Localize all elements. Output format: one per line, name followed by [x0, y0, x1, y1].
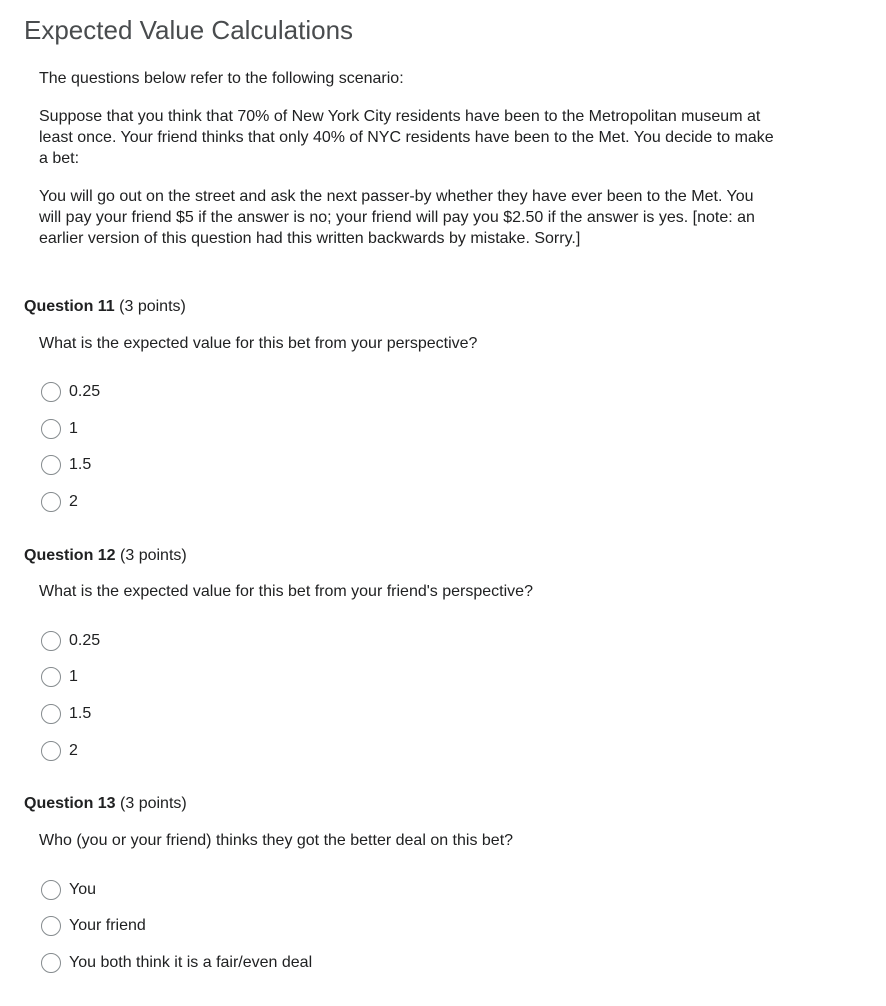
- option-label: You: [69, 881, 96, 898]
- radio-button[interactable]: [41, 631, 61, 651]
- radio-button[interactable]: [41, 704, 61, 724]
- option-label: 2: [69, 742, 78, 759]
- scenario-intro: The questions below refer to the following scenario:: [39, 70, 404, 87]
- question-11-option-2[interactable]: [41, 490, 78, 514]
- option-label: 1: [69, 420, 78, 437]
- question-11-text: What is the expected value for this bet from your perspective?: [39, 335, 478, 352]
- question-11-header: [24, 296, 186, 318]
- option-label: 0.25: [69, 383, 101, 400]
- question-13-option-fair-deal[interactable]: [41, 951, 312, 975]
- question-13-header: [24, 793, 187, 815]
- radio-button[interactable]: [41, 880, 61, 900]
- question-number: Question 12: [24, 547, 116, 564]
- question-12-option-2[interactable]: [41, 739, 78, 763]
- option-label: 2: [69, 493, 78, 510]
- radio-button[interactable]: [41, 667, 61, 687]
- radio-button[interactable]: [41, 953, 61, 973]
- question-13-option-your-friend[interactable]: [41, 914, 146, 938]
- option-label: Your friend: [69, 917, 146, 934]
- option-label: 1.5: [69, 705, 92, 722]
- option-label: You both think it is a fair/even deal: [69, 954, 313, 971]
- question-number: Question 11: [24, 298, 115, 315]
- question-points: (3 points): [119, 298, 186, 315]
- radio-button[interactable]: [41, 492, 61, 512]
- scenario-paragraph-2: You will go out on the street and ask the next passer-by whether they have ever been to the Met. You will pay your friend $5 if the answer is no; your friend will pay you $2.50 if the answer is yes. [note: an earlier version of this question had this written backwards by mistake. Sorry.]: [39, 188, 755, 247]
- question-12-option-1.5[interactable]: [41, 702, 91, 726]
- question-points: (3 points): [120, 547, 187, 564]
- option-label: 1.5: [69, 456, 92, 473]
- scenario-paragraph-1: Suppose that you think that 70% of New York City residents have been to the Metropolitan museum at least once. Your friend thinks that only 40% of NYC residents have been to the Met. You decide to make a bet:: [39, 108, 774, 167]
- option-label: 0.25: [69, 632, 101, 649]
- question-12-text: What is the expected value for this bet from your friend's perspective?: [39, 583, 533, 600]
- option-label: 1: [69, 668, 78, 685]
- question-13-text: Who (you or your friend) thinks they got the better deal on this bet?: [39, 832, 514, 849]
- question-12-header: [24, 545, 187, 567]
- question-number: Question 13: [24, 795, 116, 812]
- radio-button[interactable]: [41, 382, 61, 402]
- radio-button[interactable]: [41, 741, 61, 761]
- question-11-option-1.5[interactable]: [41, 453, 91, 477]
- question-13-option-you[interactable]: [41, 878, 96, 902]
- question-points: (3 points): [120, 795, 187, 812]
- radio-button[interactable]: [41, 419, 61, 439]
- question-12-option-1[interactable]: [41, 665, 78, 689]
- question-11-option-1[interactable]: [41, 417, 78, 441]
- radio-button[interactable]: [41, 455, 61, 475]
- page-title: Expected Value Calculations: [24, 15, 354, 45]
- question-11-option-0.25[interactable]: [41, 380, 100, 404]
- radio-button[interactable]: [41, 916, 61, 936]
- question-12-option-0.25[interactable]: [41, 629, 100, 653]
- scenario-text: [39, 68, 779, 266]
